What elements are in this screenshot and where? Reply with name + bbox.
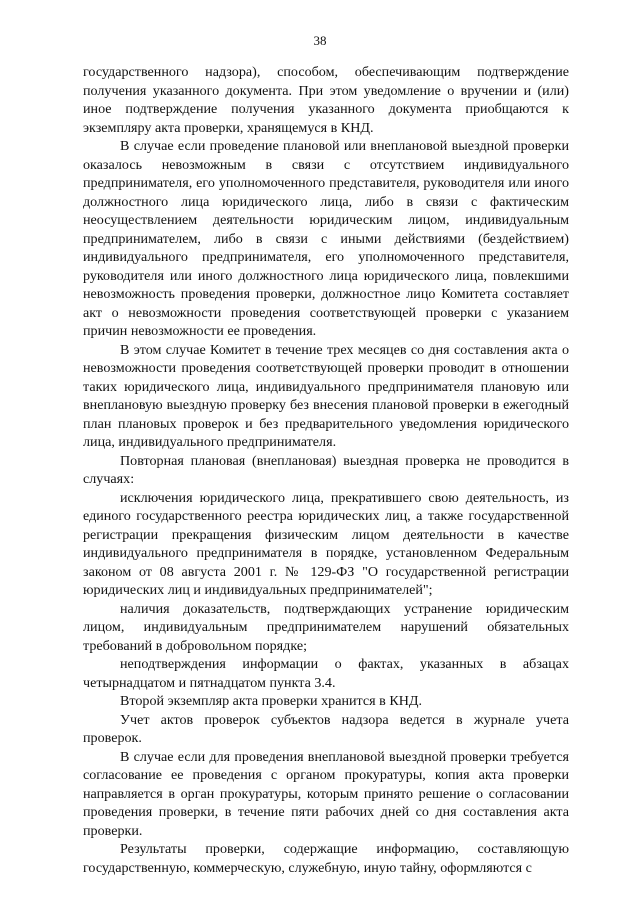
paragraph: Результаты проверки, содержащие информацию, составляющую государственную, коммерческую, служебную, иную тайну, оформляются с xyxy=(83,841,569,876)
body-text xyxy=(83,63,569,877)
paragraph: В случае если проведение плановой или внеплановой выездной проверки оказалось невозможным в связи с отсутствием индивидуального предпринимателя, его уполномоченного представителя, руководителя или иного должностного лица юридического лица, либо в связи с фактическим неосуществлением деятельности юридическим лицом, индивидуальным предпринимателем, либо в связи с иными действиями (бездействием) индивидуального предпринимателя, его уполномоченного представителя, руководителя или иного должностного лица юридического лица, повлекшими невозможность проведения проверки, должностное лицо Комитета составляет акт о невозможности проведения соответствующей проверки с указанием причин невозможности ее проведения. xyxy=(83,138,569,339)
paragraph: В случае если для проведения внеплановой выездной проверки требуется согласование ее проведения с органом прокуратуры, копия акта проверки направляется в орган прокуратуры, которым принято решение о согласовании проведения проверки, в течение пяти рабочих дней со дня составления акта проверки. xyxy=(83,748,569,839)
paragraph: Учет актов проверок субъектов надзора ведется в журнале учета проверок. xyxy=(83,711,569,746)
paragraph: Повторная плановая (внеплановая) выездная проверка не проводится в случаях: xyxy=(83,452,569,487)
paragraph: неподтверждения информации о фактах, указанных в абзацах четырнадцатом и пятнадцатом пункта 3.4. xyxy=(83,656,569,691)
paragraph: Второй экземпляр акта проверки хранится в КНД. xyxy=(120,693,423,709)
paragraph: В этом случае Комитет в течение трех месяцев со дня составления акта о невозможности проведения соответствующей проверки проводит в отношении таких юридического лица, индивидуального предпринимателя плановую или внеплановую выездную проверку без внесения плановой проверки в ежегодный план плановых проверок и без предварительного уведомления юридического лица, индивидуального предпринимателя. xyxy=(83,341,569,450)
paragraph: исключения юридического лица, прекратившего свою деятельность, из единого государственного реестра юридических лиц, а также государственной регистрации прекращения физическим лицом деятельности в качестве индивидуального предпринимателя в порядке, установленном Федеральным законом от 08 августа 2001 г. № 129-ФЗ "О государственной регистрации юридических лиц и индивидуальных предпринимателей"; xyxy=(83,489,569,598)
paragraph: государственного надзора), способом, обеспечивающим подтверждение получения указанного документа. При этом уведомление о вручении и (или) иное подтверждение получения указанного документа приобщаются к экземпляру акта проверки, хранящемуся в КНД. xyxy=(83,64,569,136)
paragraph: наличия доказательств, подтверждающих устранение юридическим лицом, индивидуальным предпринимателем нарушений обязательных требований в добровольном порядке; xyxy=(83,600,569,654)
page-number: 38 xyxy=(313,33,327,48)
